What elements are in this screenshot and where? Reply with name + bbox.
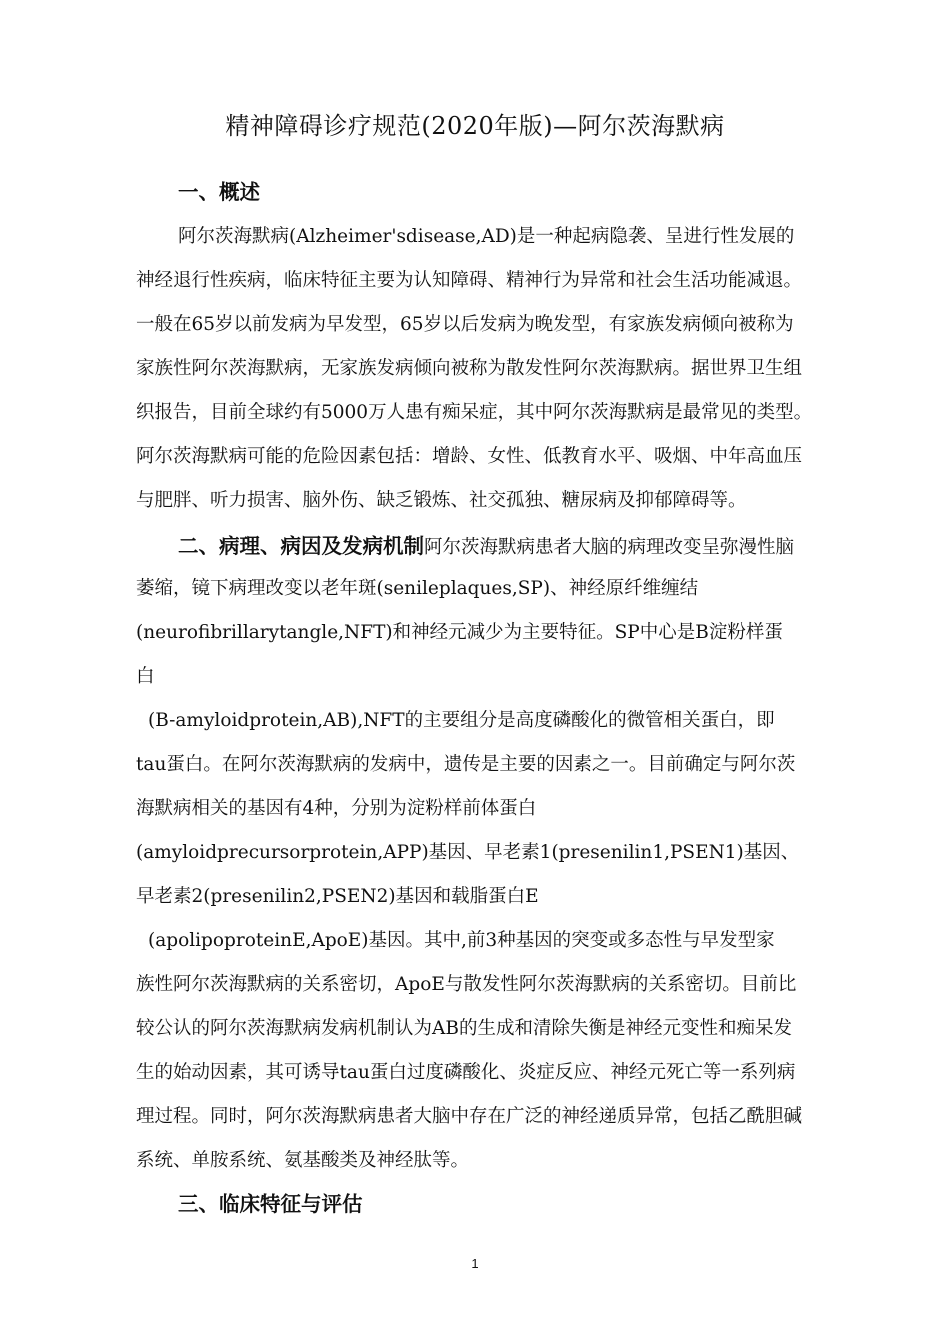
paragraph-line: 早老素2(presenilin2,PSEN2)基因和载脂蛋白E (136, 886, 539, 907)
paragraph-line: 生的始动因素，其可诱导tau蛋白过度磷酸化、炎症反应、神经元死亡等一系列病 (136, 1062, 796, 1083)
paragraph-line: 一般在65岁以前发病为早发型，65岁以后发病为晚发型，有家族发病倾向被称为 (136, 314, 794, 335)
paragraph-line: tau蛋白。在阿尔茨海默病的发病中，遗传是主要的因素之一。目前确定与阿尔茨 (136, 754, 796, 775)
paragraph-line: 海默病相关的基因有4种，分别为淀粉样前体蛋白 (136, 798, 537, 819)
section-heading-clinical: 三、临床特征与评估 (178, 1192, 363, 1216)
section-heading-pathology: 二、病理、病因及发病机制 (178, 534, 424, 558)
paragraph-line: 较公认的阿尔茨海默病发病机制认为AB的生成和清除失衡是神经元变性和痴呆发 (136, 1018, 792, 1039)
paragraph-line: (amyloidprecursorprotein,APP)基因、早老素1(presenilin1,PSEN1)基因、 (136, 842, 800, 863)
paragraph-line (178, 536, 794, 558)
paragraph-line: 白 (136, 666, 155, 687)
paragraph-line: 与肥胖、听力损害、脑外伤、缺乏锻炼、社交孤独、糖尿病及抑郁障碍等。 (136, 490, 747, 511)
paragraph-line: 阿尔茨海默病(Alzheimer'sdisease,AD)是一种起病隐袭、呈进行性发展的 (178, 226, 795, 247)
paragraph-line: 神经退行性疾病，临床特征主要为认知障碍、精神行为异常和社会生活功能减退。 (136, 270, 803, 291)
paragraph-text: 阿尔茨海默病患者大脑的病理改变呈弥漫性脑 (424, 537, 795, 558)
paragraph-line: 家族性阿尔茨海默病，无家族发病倾向被称为散发性阿尔茨海默病。据世界卫生组 (136, 358, 803, 379)
paragraph-line: 阿尔茨海默病可能的危险因素包括：增龄、女性、低教育水平、吸烟、中年高血压 (136, 446, 803, 467)
page-title: 精神障碍诊疗规范(2020年版)—阿尔茨海默病 (225, 112, 725, 140)
paragraph-line: 族性阿尔茨海默病的关系密切，ApoE与散发性阿尔茨海默病的关系密切。目前比 (136, 974, 797, 995)
paragraph-line: (B-amyloidprotein,AB),NFT的主要组分是高度磷酸化的微管相关蛋白，即 (148, 710, 775, 731)
paragraph-line: (apolipoproteinE,ApoE)基因。其中,前3种基因的突变或多态性与早发型家 (148, 930, 775, 951)
paragraph-line: (neurofibrillarytangle,NFT)和神经元减少为主要特征。SP中心是B淀粉样蛋 (136, 622, 783, 643)
paragraph-line: 织报告，目前全球约有5000万人患有痴呆症，其中阿尔茨海默病是最常见的类型。 (136, 402, 813, 423)
section-heading-overview: 一、概述 (178, 180, 260, 204)
paragraph-line: 理过程。同时，阿尔茨海默病患者大脑中存在广泛的神经递质异常，包括乙酰胆碱 (136, 1106, 803, 1127)
paragraph-line: 系统、单胺系统、氨基酸类及神经肽等。 (136, 1150, 470, 1171)
page-number: 1 (471, 1256, 479, 1271)
paragraph-line: 萎缩，镜下病理改变以老年斑(senileplaques,SP)、神经原纤维缠结 (136, 578, 699, 599)
